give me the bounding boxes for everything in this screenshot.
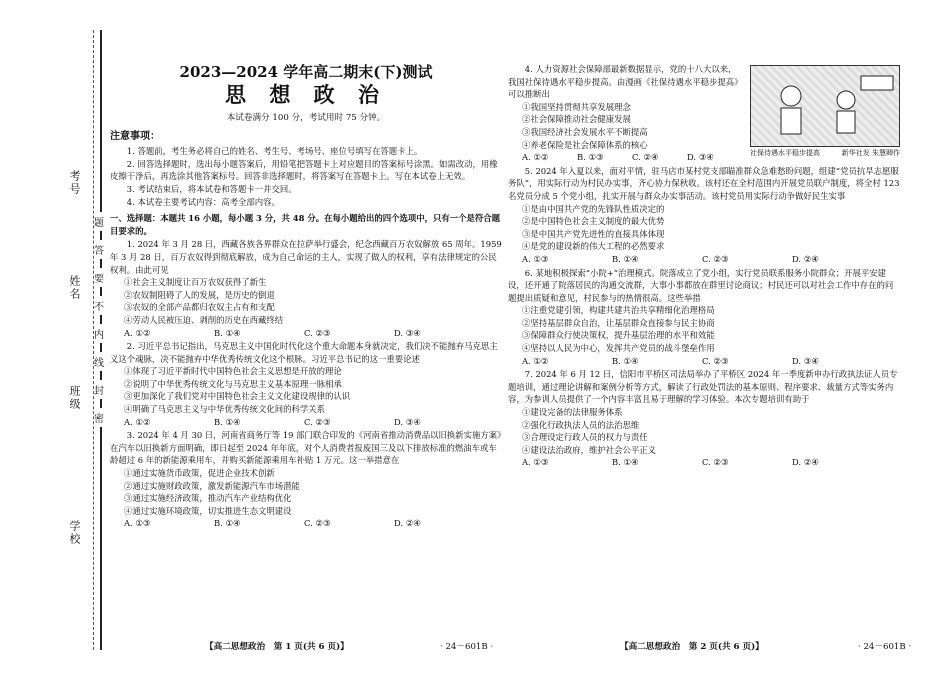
- choice-a: A. ①③: [522, 253, 549, 264]
- choice-c: C. ②③: [304, 327, 331, 338]
- option: ③更加深化了我们党对中国特色社会主义文化建设规律的认识: [124, 391, 351, 402]
- note-item: 4. 本试卷主要考试内容：高考全部内容。: [126, 196, 280, 207]
- choice-d: D. ③④: [394, 416, 421, 427]
- option: ①我国坚持贯彻共享发展理念: [522, 101, 631, 112]
- answer-choices: [508, 355, 900, 368]
- seal-char: 密: [94, 408, 104, 427]
- choice-d: D. ③④: [394, 327, 421, 338]
- choice-a: A. ①③: [522, 457, 549, 468]
- choice-b: B. ①④: [612, 253, 639, 264]
- choice-b: B. ①③: [577, 152, 604, 163]
- option: ①社会主义制度让百万农奴获得了新生: [124, 277, 267, 288]
- option: ②强化行政执法人员的法治思维: [522, 419, 640, 430]
- exam-title: 2023—2024 学年高二期末(下)测试: [179, 63, 433, 81]
- choice-c: C. ②③: [304, 416, 331, 427]
- option: ③农奴的全部产品都归农奴主占有和支配: [124, 302, 275, 313]
- page-2: [508, 62, 900, 469]
- choice-c: C. ②③: [702, 457, 729, 468]
- note-item: 1. 答题前，考生务必将自己的姓名、考生号、考场号、座位号填写在答题卡上。: [126, 146, 423, 157]
- choice-c: C. ②④: [632, 152, 659, 163]
- choice-a: A. ①③: [124, 518, 151, 529]
- answer-choices: [110, 327, 502, 340]
- choice-c: C. ②③: [304, 518, 331, 529]
- notes-heading: 注意事项：: [110, 130, 160, 142]
- answer-choices: [508, 456, 900, 469]
- question-5: [508, 165, 900, 266]
- option: ③我国经济社会发展水平不断提高: [522, 126, 648, 137]
- option: ②通过实施财政政策，激发新能源汽车市场潜能: [124, 480, 300, 491]
- choice-b: B. ①④: [612, 457, 639, 468]
- choice-b: B. ①④: [612, 355, 639, 366]
- choice-d: D. ③④: [792, 355, 819, 366]
- question-stem: 4. 人力资源社会保障部最新数据显示，党的十八大以来，我国社保待遇水平稳步提高。由漫画《社保待遇水平稳步提高》可以推断出: [508, 64, 743, 100]
- school-label: 学校: [68, 520, 81, 546]
- option: ④劳动人民被压迫、剥削的历史在西藏终结: [124, 314, 284, 325]
- answer-choices: [110, 416, 502, 429]
- option: ②农奴制阻碍了人的发展，是历史的倒退: [124, 289, 275, 300]
- choice-c: C. ②③: [702, 253, 729, 264]
- choice-a: A. ①②: [522, 152, 549, 163]
- exam-info: 本试卷满分 100 分，考试用时 75 分钟。: [226, 113, 386, 123]
- cartoon-credit: 新华社发 朱慧卿作: [841, 149, 900, 157]
- seal-char: 线: [94, 352, 104, 371]
- subject-title: 思 想 政 治: [225, 82, 387, 107]
- note-item: 2. 回答选择题时，选出每小题答案后，用铅笔把答题卡上对应题目的答案标号涂黑。如需改动，用橡皮擦干净后，再选涂其他答案标号。回答非选择题时，将答案写在答题卡上。写在本试卷上无效。: [110, 158, 498, 182]
- question-stem: 6. 某地积极探索“小院+”治理模式。院落成立了党小组，实行党员联系服务小院群众；开展平安建设，还开通了院落居民的沟通交流群，大事小事都放在群里讨论商议；村民还可以对社会工作中存在的问题提出质疑和意见，村民参与的热情很高。这些举措: [508, 267, 894, 303]
- option: ①注重党建引领，构建共建共治共享精细化治理格局: [522, 305, 715, 316]
- choice-d: D. ③④: [687, 152, 714, 163]
- option: ③通过实施经济政策，推动汽车产业结构优化: [124, 493, 292, 504]
- question-7: [508, 368, 900, 469]
- page-1-footer: 【高二思想政治 第 1 页(共 6 页)】: [205, 642, 349, 652]
- question-stem: 3. 2024 年 4 月 30 日，河南省商务厅等 19 部门联合印发的《河南省推动消费品以旧换新实施方案》在汽车以旧换新方面明确，即日起至 2024 年年底，对个人消费者报废国三及以下排放标准的燃油车或车龄超过 6 年的新能源乘用车，并购买新能源乘用车补贴 1 万元。这一举措意在: [110, 430, 502, 466]
- choice-d: D. ②④: [394, 518, 421, 529]
- choice-b: B. ①④: [214, 327, 241, 338]
- choice-a: A. ①②: [124, 327, 151, 338]
- cartoon-figure: [750, 65, 900, 160]
- option: ①建设完备的法律服务体系: [522, 407, 623, 418]
- question-4: [508, 63, 900, 164]
- page-2-code: · 24－601B ·: [858, 642, 912, 652]
- option: ③是中国共产党先进性的直接具体体现: [522, 228, 665, 239]
- page-2-footer: 【高二思想政治 第 2 页(共 6 页)】: [620, 642, 764, 652]
- question-3: [110, 429, 502, 530]
- option: ③合理设定行政人员的权力与责任: [522, 432, 648, 443]
- seal-char: 不: [94, 296, 104, 315]
- question-6: [508, 267, 900, 368]
- option: ①是由中国共产党的先锋队性质决定的: [522, 203, 665, 214]
- choice-a: A. ①②: [522, 355, 549, 366]
- choice-d: D. ②④: [792, 457, 819, 468]
- option: ①通过实施货币政策，促进企业技术创新: [124, 468, 275, 479]
- seal-char: 内: [94, 324, 104, 343]
- exam-number-label: 考号: [68, 170, 81, 196]
- option: ④坚持以人民为中心，发挥共产党员的战斗堡垒作用: [522, 343, 715, 354]
- seal-char: 封: [94, 380, 104, 399]
- option: ②坚持基层群众自治，让基层群众直接参与民主协商: [522, 317, 715, 328]
- page-1-code: · 24－601B ·: [440, 642, 494, 652]
- choice-a: A. ①②: [124, 416, 151, 427]
- option: ③保障群众行使决策权，提升基层治理的水平和效能: [522, 330, 715, 341]
- cartoon-title: 社保待遇水平稳步提高: [750, 149, 820, 157]
- binding-margin: [0, 0, 108, 673]
- choice-c: C. ②③: [702, 355, 729, 366]
- choice-d: D. ②④: [792, 253, 819, 264]
- seal-char: 答: [94, 240, 104, 259]
- question-1: [110, 238, 502, 339]
- choice-b: B. ①④: [214, 518, 241, 529]
- answer-choices: [508, 253, 900, 266]
- question-stem: 2. 习近平总书记指出，马克思主义中国化时代化这个重大命题本身就决定，我们决不能抛弃马克思主义这个魂脉，决不能抛弃中华优秀传统文化这个根脉。习近平总书记的这一重要论述: [110, 341, 498, 364]
- class-label: 班级: [68, 385, 81, 411]
- answer-choices: [110, 517, 502, 530]
- option: ②社会保障推动社会健康发展: [522, 114, 631, 125]
- name-label: 姓名: [68, 275, 81, 301]
- question-stem: 7. 2024 年 6 月 12 日，信阳市平桥区司法局举办了平桥区 2024 年一季度新申办行政执法证人员专题培训，通过理论讲解和案例分析等方式，解读了行政处罚法的基本原则、程序要求、裁量方式等实务内容，为参训人员提供了一个内容丰富且易于理解的学习体验。本次专题培训有助于: [508, 369, 898, 405]
- question-stem: 1. 2024 年 3 月 28 日，西藏各族各界群众在拉萨举行盛会，纪念西藏百万农奴解放 65 周年。1959 年 3 月 28 日，百万农奴得到彻底解放，成为自己命运的主人，实现了做人的权利，享有法律规定的公民权利。由此可见: [110, 239, 502, 275]
- option: ④建设法治政府，维护社会公平正义: [522, 444, 656, 455]
- question-stem: 5. 2024 年入夏以来，面对平情，驻马店市某村党支部瞄准群众急难愁盼问题，组建“党员抗旱志愿服务队”，用实际行动为村民办实事，齐心协力保秋收。该村还在全村范围内开展党员联户制度，将全村 123 名党员分成 5 个党小组，扎实开展与群众办实事活动。该村党员用实际行动争做好民生实事: [508, 165, 900, 201]
- option: ②说明了中华优秀传统文化与马克思主义基本原理一脉相承: [124, 378, 342, 389]
- option: ④通过实施环境政策，切实推进生态文明建设: [124, 505, 292, 516]
- seal-char: 要: [94, 268, 104, 287]
- option: ①体现了习近平新时代中国特色社会主义思想是开放的理论: [124, 366, 342, 377]
- option: ④明确了马克思主义与中华优秀传统文化间的科学关系: [124, 404, 325, 415]
- cartoon-caption: [750, 147, 900, 160]
- answer-choices: [508, 151, 744, 164]
- choice-b: B. ①④: [214, 416, 241, 427]
- seal-char: 题: [94, 212, 104, 231]
- option: ②是中国特色社会主义制度的最大优势: [522, 216, 665, 227]
- note-item: 3. 考试结束后，将本试卷和答题卡一并交回。: [126, 183, 297, 194]
- question-2: [110, 340, 502, 428]
- section-heading: 一、选择题：本题共 16 小题，每小题 3 分，共 48 分。在每小题给出的四个选项中，只有一个是符合题目要求的。: [110, 213, 501, 236]
- page-1: [110, 56, 502, 530]
- option: ④是党的建设新的伟大工程的必然要求: [522, 241, 665, 252]
- option: ④养老保险是社会保障体系的核心: [522, 139, 648, 150]
- cartoon-image: [750, 65, 900, 147]
